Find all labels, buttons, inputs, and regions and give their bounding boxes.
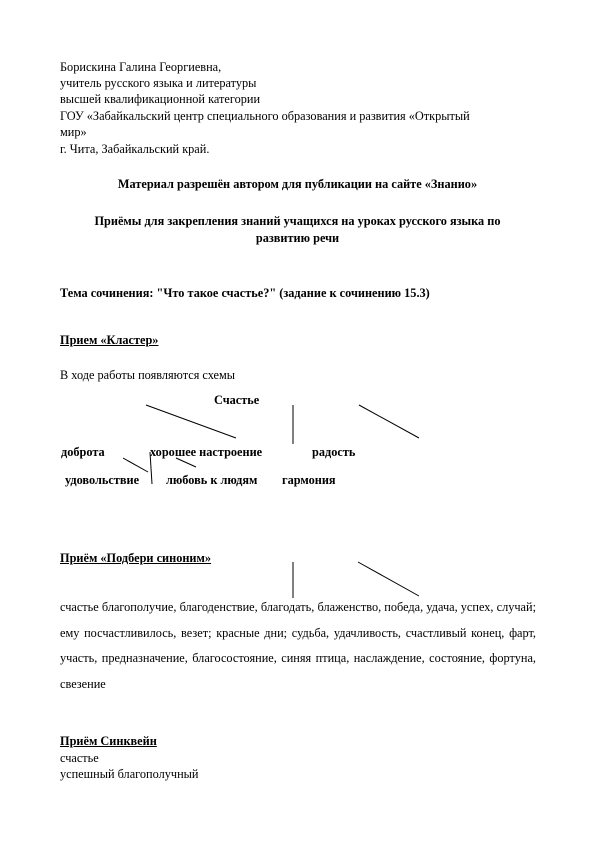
cluster-intro: В ходе работы появляются схемы bbox=[60, 368, 236, 382]
cluster-node-dobrota: доброта bbox=[61, 445, 105, 459]
sinkveyn-heading: Приём Синквейн bbox=[60, 734, 157, 748]
author-organization: ГОУ «Забайкальский центр специального образования и развития «Открытый bbox=[60, 109, 470, 123]
essay-theme: Тема сочинения: "Что такое счастье?" (задание к сочинению 15.3) bbox=[60, 286, 430, 300]
synonym-list: счастье благополучие, благоденствие, благодать, блаженство, победа, удача, успех, случай; ему посчастливилось, везет; красные дни; судьба, удачливость, счастливый конец, фарт, участь, предназначение, благосостояние, синяя птица, наслаждение, состояние, фортуна, свезение bbox=[60, 600, 536, 692]
cluster-heading: Прием «Кластер» bbox=[60, 333, 159, 347]
cluster-node-nastroenie: хорошее настроение bbox=[150, 445, 263, 459]
author-name: Борискина Галина Георгиевна, bbox=[60, 60, 222, 74]
author-position: учитель русского языка и литературы bbox=[60, 76, 257, 90]
author-city: г. Чита, Забайкальский край. bbox=[60, 142, 210, 156]
publication-permission: Материал разрешён автором для публикации на сайте «Знанио» bbox=[117, 177, 478, 191]
cluster-center-word: Счастье bbox=[214, 393, 260, 407]
sinkveyn-line-2: успешный благополучный bbox=[60, 767, 199, 781]
document-title-cont: развитию речи bbox=[255, 231, 340, 245]
author-category: высшей квалификационной категории bbox=[60, 92, 261, 106]
document-title: Приёмы для закрепления знаний учащихся на уроках русского языка по bbox=[94, 214, 501, 228]
author-organization-cont: мир» bbox=[60, 125, 87, 139]
cluster-node-radost: радость bbox=[312, 445, 356, 459]
synonym-heading: Приём «Подбери синоним» bbox=[60, 551, 212, 565]
cluster-node-garmoniya: гармония bbox=[282, 473, 336, 487]
sinkveyn-line-1: счастье bbox=[60, 751, 99, 765]
cluster-node-udovolstvie: удовольствие bbox=[65, 473, 140, 487]
cluster-node-lyubov: любовь к людям bbox=[166, 473, 258, 487]
